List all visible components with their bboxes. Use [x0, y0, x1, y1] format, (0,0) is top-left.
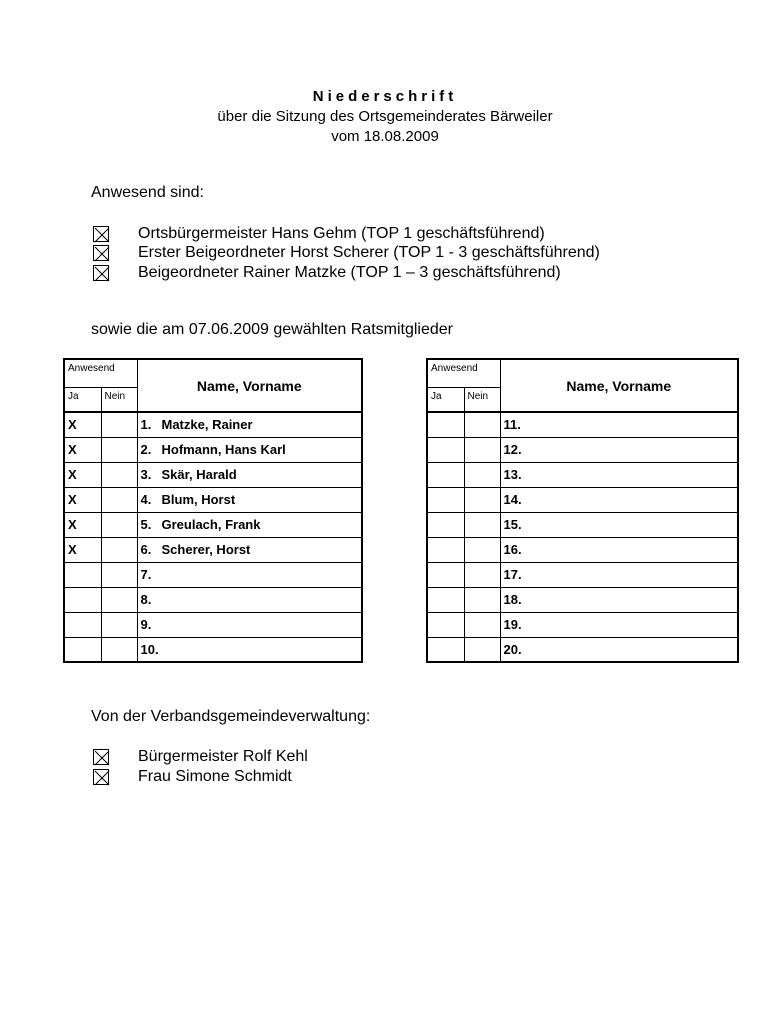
- member-name: Skär, Harald: [161, 467, 237, 482]
- member-name-cell: [137, 537, 362, 562]
- present-yes-cell[interactable]: [427, 412, 464, 437]
- member-name-cell: [500, 412, 738, 437]
- table-row: [427, 487, 738, 512]
- present-no-cell[interactable]: [101, 537, 137, 562]
- member-number: 20.: [503, 641, 522, 657]
- present-no-cell[interactable]: [464, 637, 500, 662]
- present-yes-cell[interactable]: [427, 537, 464, 562]
- checkbox-checked-icon[interactable]: [93, 245, 109, 261]
- member-number: 17.: [503, 567, 522, 582]
- table-row: [427, 587, 738, 612]
- member-name: Matzke, Rainer: [161, 417, 253, 433]
- member-name-cell: [500, 487, 738, 512]
- attendance-table-right: [426, 358, 739, 663]
- administration-item: [93, 747, 308, 767]
- member-number: 19.: [503, 617, 522, 632]
- present-no-cell[interactable]: [101, 637, 137, 662]
- attendance-table-left: [63, 358, 363, 663]
- present-yes-cell[interactable]: [427, 612, 464, 637]
- present-yes-cell[interactable]: X: [64, 487, 101, 512]
- member-number: 11.: [503, 417, 521, 433]
- table-row: [64, 562, 362, 587]
- present-item: [93, 224, 545, 244]
- col-header-yes: Ja: [427, 387, 464, 412]
- present-yes-cell[interactable]: [427, 587, 464, 612]
- present-item-label: Ortsbürgermeister Hans Gehm (TOP 1 geschäftsführend): [138, 225, 545, 242]
- table-row: [427, 637, 738, 662]
- col-header-no: Nein: [464, 387, 500, 412]
- present-yes-cell[interactable]: X: [64, 537, 101, 562]
- col-header-present: Anwesend: [427, 359, 500, 387]
- present-yes-cell[interactable]: [427, 487, 464, 512]
- present-no-cell[interactable]: [101, 412, 137, 437]
- checkbox-checked-icon[interactable]: [93, 226, 109, 242]
- member-name-cell: [137, 612, 362, 637]
- member-name: Scherer, Horst: [161, 542, 251, 557]
- present-item: [93, 263, 561, 283]
- member-number: 5.: [140, 517, 152, 532]
- member-number: 8.: [140, 592, 152, 607]
- member-name-cell: [500, 562, 738, 587]
- member-name-cell: [137, 462, 362, 487]
- member-name-cell: [137, 512, 362, 537]
- checkbox-checked-icon[interactable]: [93, 265, 109, 281]
- member-name-cell: [137, 562, 362, 587]
- member-name-cell: [137, 437, 362, 462]
- present-no-cell[interactable]: [464, 412, 500, 437]
- document-title: Niederschrift: [312, 88, 458, 105]
- present-yes-cell[interactable]: [427, 512, 464, 537]
- administration-item: [93, 767, 292, 787]
- member-number: 4.: [140, 492, 152, 507]
- table-row: [427, 562, 738, 587]
- member-name: Blum, Horst: [161, 492, 236, 507]
- present-yes-cell[interactable]: X: [64, 437, 101, 462]
- member-number: 2.: [140, 442, 152, 457]
- member-name-cell: [500, 587, 738, 612]
- member-number: 12.: [503, 442, 522, 457]
- table-row: [64, 487, 362, 512]
- member-name: Greulach, Frank: [161, 517, 261, 532]
- present-no-cell[interactable]: [101, 562, 137, 587]
- member-number: 18.: [503, 592, 522, 607]
- present-yes-cell[interactable]: [64, 637, 101, 662]
- member-name-cell: [500, 637, 738, 662]
- table-row: [427, 612, 738, 637]
- table-row: [64, 637, 362, 662]
- administration-item-label: Frau Simone Schmidt: [138, 768, 292, 785]
- present-heading: Anwesend sind:: [91, 184, 204, 201]
- member-number: 6.: [140, 542, 152, 557]
- meeting-date: vom 18.08.2009: [331, 128, 439, 145]
- present-yes-cell[interactable]: [64, 612, 101, 637]
- present-yes-cell[interactable]: [427, 637, 464, 662]
- table-row: [427, 437, 738, 462]
- member-name-cell: [500, 462, 738, 487]
- present-yes-cell[interactable]: X: [64, 512, 101, 537]
- present-yes-cell[interactable]: [64, 562, 101, 587]
- present-no-cell[interactable]: [464, 437, 500, 462]
- present-item-label: Erster Beigeordneter Horst Scherer (TOP 1 - 3 geschäftsführend): [138, 244, 600, 261]
- table-row: [427, 537, 738, 562]
- table-row: [64, 587, 362, 612]
- administration-heading: Von der Verbandsgemeindeverwaltung:: [91, 708, 371, 725]
- table-row: [427, 462, 738, 487]
- table-row: [64, 412, 362, 437]
- col-header-name: Name, Vorname: [500, 359, 738, 412]
- present-no-cell[interactable]: [464, 537, 500, 562]
- present-no-cell[interactable]: [464, 562, 500, 587]
- present-no-cell[interactable]: [101, 437, 137, 462]
- present-item: [93, 243, 600, 263]
- member-name-cell: [500, 512, 738, 537]
- member-number: 15.: [503, 517, 522, 532]
- col-header-present: Anwesend: [64, 359, 137, 387]
- present-yes-cell[interactable]: X: [64, 462, 101, 487]
- member-name-cell: [500, 437, 738, 462]
- member-name-cell: [137, 487, 362, 512]
- col-header-yes: Ja: [64, 387, 101, 412]
- table-row: [64, 437, 362, 462]
- member-name-cell: [137, 637, 362, 662]
- present-yes-cell[interactable]: [427, 462, 464, 487]
- member-name-cell: [500, 537, 738, 562]
- checkbox-checked-icon[interactable]: [93, 769, 109, 785]
- table-row: [427, 512, 738, 537]
- member-name-cell: [500, 612, 738, 637]
- col-header-no: Nein: [101, 387, 137, 412]
- member-number: 7.: [140, 567, 152, 582]
- col-header-name: Name, Vorname: [137, 359, 362, 412]
- present-yes-cell[interactable]: X: [64, 412, 101, 437]
- member-name-cell: [137, 587, 362, 612]
- member-number: 14.: [503, 492, 522, 507]
- document-subtitle: über die Sitzung des Ortsgemeinderates Bärweiler: [217, 108, 553, 125]
- present-no-cell[interactable]: [464, 587, 500, 612]
- present-no-cell[interactable]: [464, 612, 500, 637]
- present-no-cell[interactable]: [101, 612, 137, 637]
- present-yes-cell[interactable]: [427, 437, 464, 462]
- present-no-cell[interactable]: [464, 487, 500, 512]
- present-no-cell[interactable]: [101, 487, 137, 512]
- member-number: 1.: [140, 417, 152, 433]
- member-number: 9.: [140, 617, 152, 632]
- present-no-cell[interactable]: [464, 462, 500, 487]
- member-number: 16.: [503, 542, 522, 557]
- present-no-cell[interactable]: [101, 512, 137, 537]
- present-no-cell[interactable]: [464, 512, 500, 537]
- present-yes-cell[interactable]: [427, 562, 464, 587]
- table-row: [64, 512, 362, 537]
- table-row: [64, 462, 362, 487]
- present-item-label: Beigeordneter Rainer Matzke (TOP 1 – 3 geschäftsführend): [138, 264, 561, 281]
- member-name: Hofmann, Hans Karl: [161, 442, 286, 457]
- present-yes-cell[interactable]: [64, 587, 101, 612]
- table-row: [64, 612, 362, 637]
- member-number: 13.: [503, 467, 522, 482]
- administration-item-label: Bürgermeister Rolf Kehl: [138, 748, 308, 765]
- council-heading: sowie die am 07.06.2009 gewählten Ratsmitglieder: [91, 321, 453, 338]
- present-no-cell[interactable]: [101, 462, 137, 487]
- table-row: [64, 537, 362, 562]
- member-name-cell: [137, 412, 362, 437]
- table-row: [427, 412, 738, 437]
- member-number: 3.: [140, 467, 152, 482]
- member-number: 10.: [140, 641, 159, 657]
- present-no-cell[interactable]: [101, 587, 137, 612]
- checkbox-checked-icon[interactable]: [93, 749, 109, 765]
